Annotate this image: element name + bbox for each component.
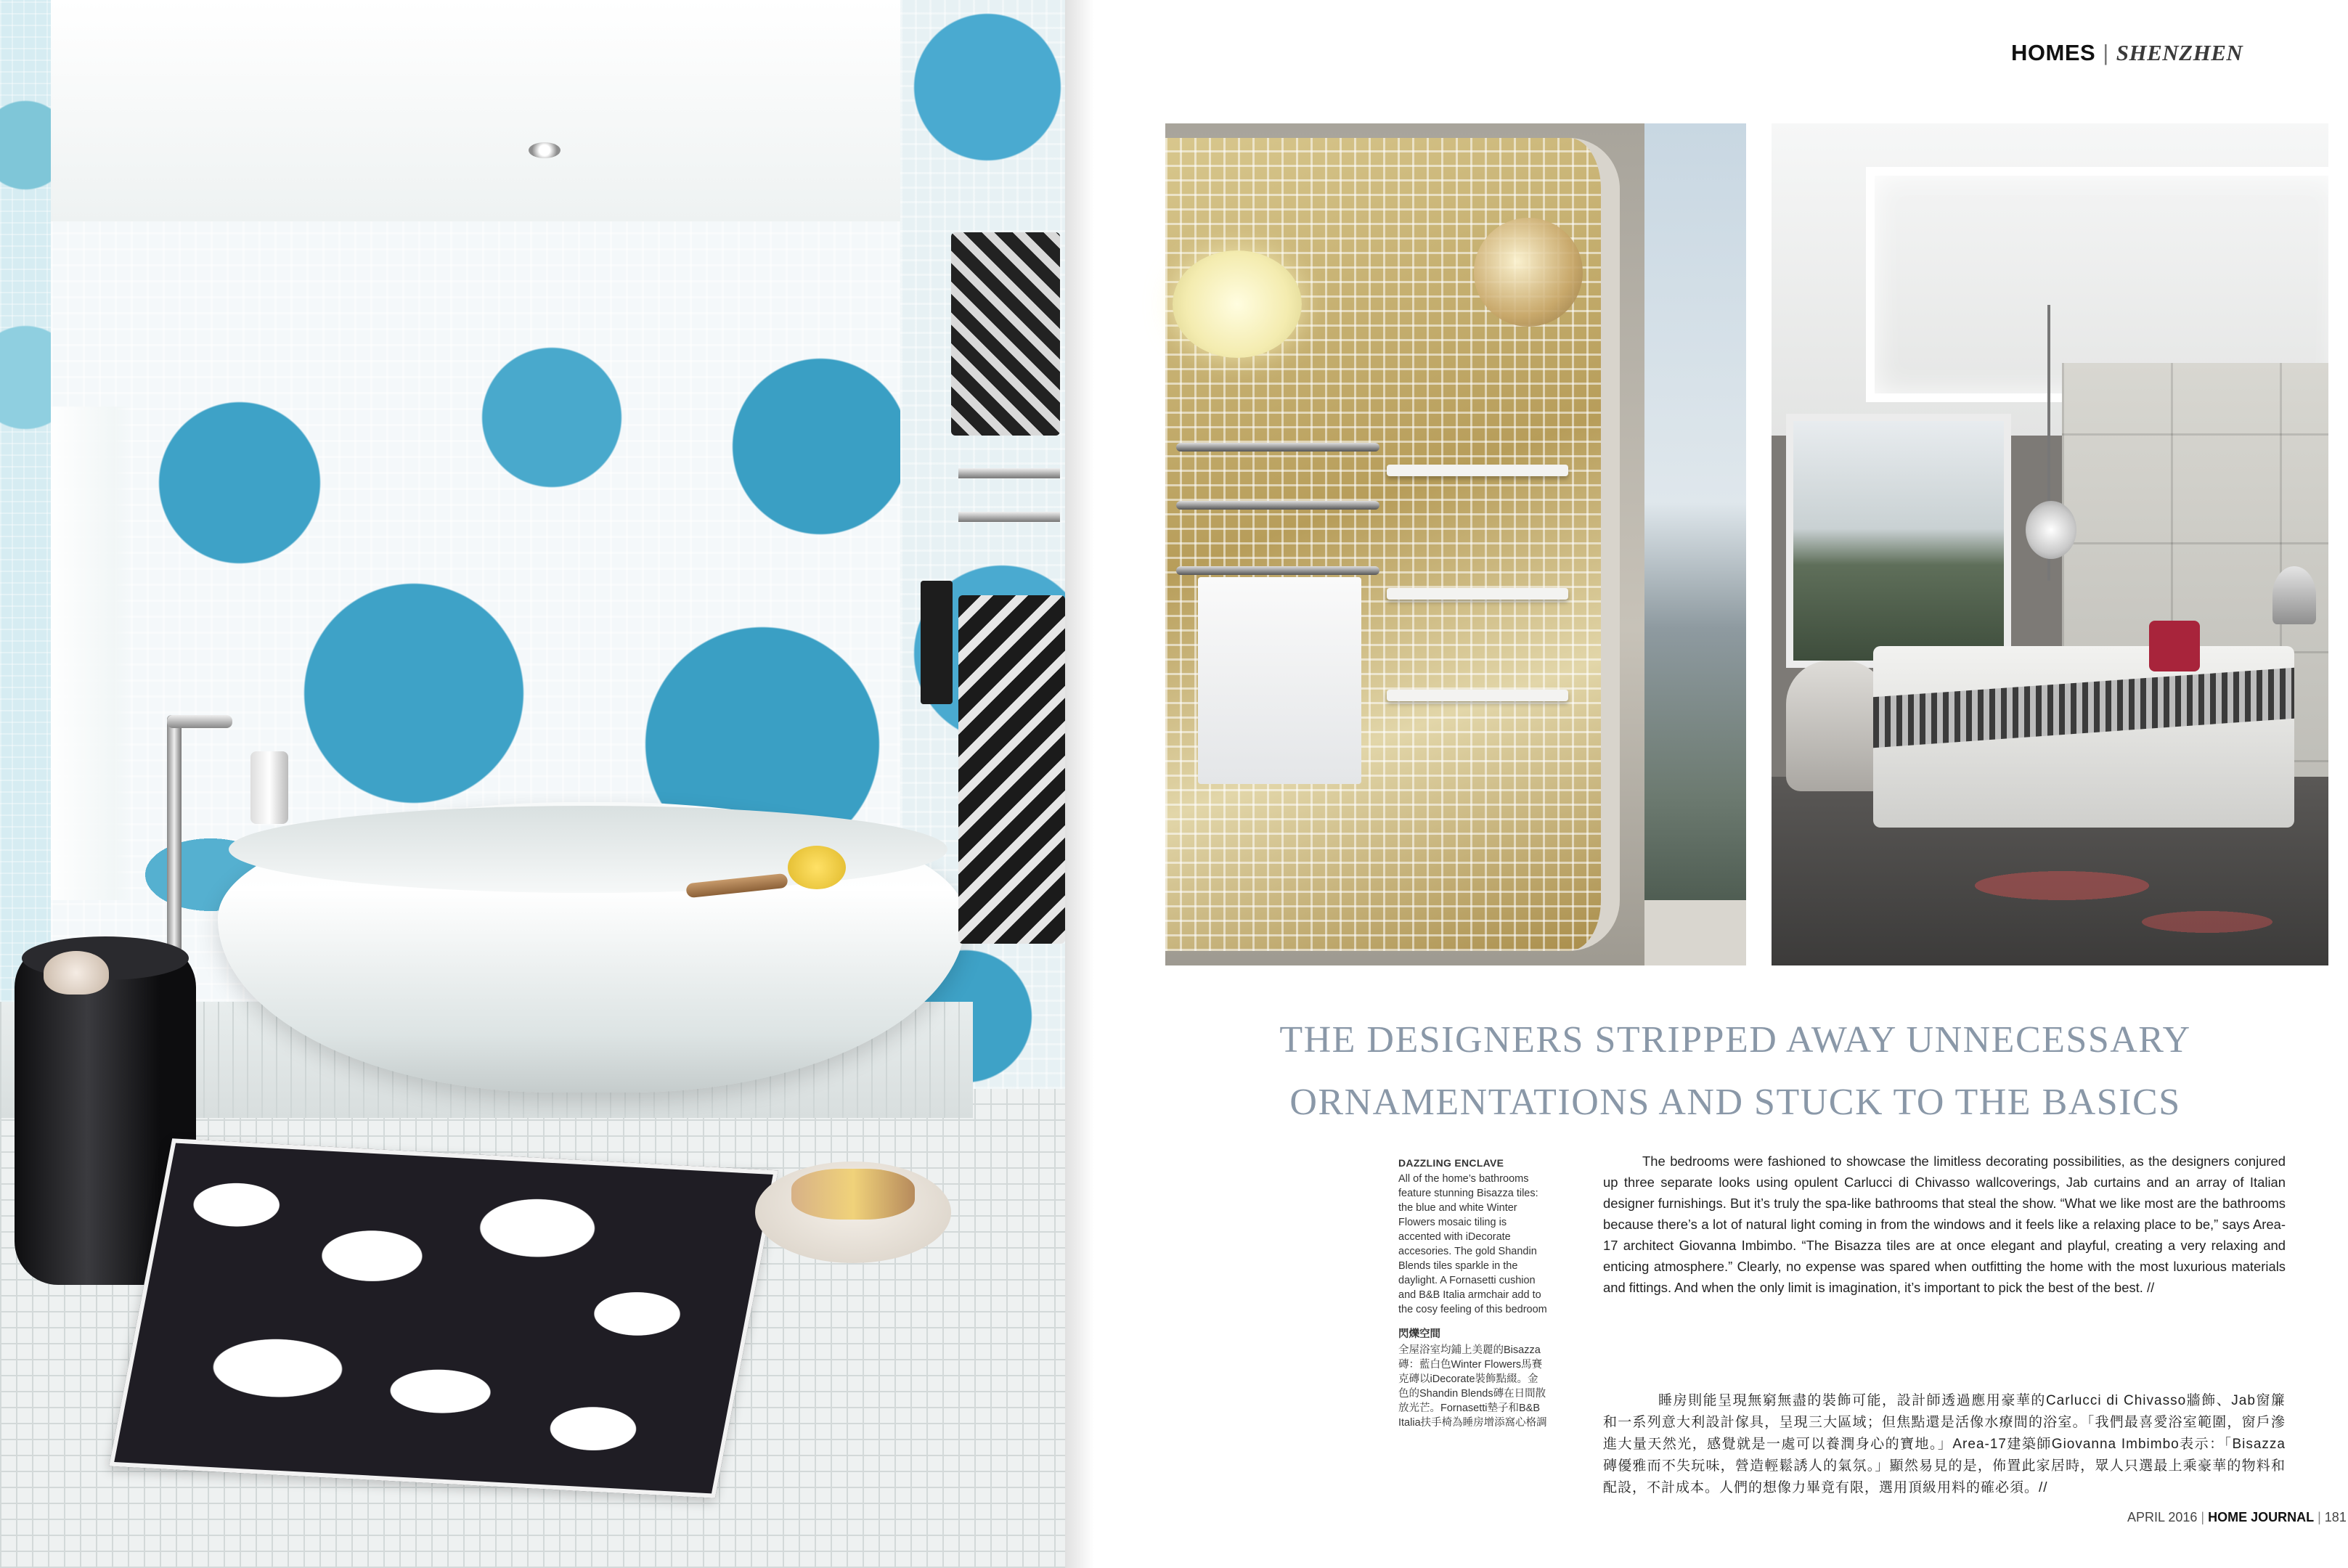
bedside-lamp [2272,566,2316,624]
pendant-globe [1474,218,1583,327]
running-head [2011,40,2243,66]
towel-lower [958,595,1065,944]
towel-rail [1176,566,1379,575]
bedroom-photo [1772,123,2328,965]
pull-quote [1191,1009,2280,1134]
towel-upper [951,232,1060,436]
towel-rail [1176,501,1379,510]
issue-date: APRIL 2016 [2127,1510,2198,1524]
towel-rail [1176,443,1379,452]
body-paragraph: The bedrooms were fashioned to showcase the limitless decorating possibilities, as the designers conjured up three separate looks using opulent Carlucci di Chivasso wallcoverings, Jab curtains and an array of Italian designer furnishings. But it’s truly the spa-like bathrooms that steal the show. “What we like most are the bathrooms because there’s a lot of natural light coming in from the windows and it feels like a relaxing place to be,” says Area-17 architect Giovanna Imbimbo. “The Bisazza tiles are at once elegant and playful, creating a very relaxing and enticing atmosphere.” Clearly, no expense was spared when outfitting the home with the most luxurious materials and fittings. And when the only limit is imagination, it’s important to pick the best of the best. // [1603,1153,2286,1295]
glass-shelf [1387,690,1568,701]
gold-bathroom-photo [1165,123,1746,965]
glass-shelf [1387,465,1568,476]
bowl-accessories [791,1169,915,1220]
armchair [1786,661,1888,791]
page-gutter [1065,0,1094,1568]
seashell [44,951,109,995]
city-view-window [1644,123,1746,965]
pendant-light [2026,501,2076,559]
wall-panel [921,581,953,704]
caption-title-chinese: 閃爍空間 [1398,1328,1440,1340]
folio-separator: | [2201,1510,2205,1524]
page-number: 181 [2324,1510,2347,1524]
faucet-spout [167,715,232,728]
city-name: SHENZHEN [2116,40,2243,65]
wall-lamp [1173,250,1302,358]
soap-bottle [250,751,288,824]
sponge [788,846,846,889]
body-text-chinese [1603,1390,2286,1499]
pull-quote-line: ORNAMENTATIONS AND STUCK TO THE BASICS [1289,1082,2181,1123]
section-name: HOMES [2011,40,2096,65]
bedroom-window [1786,414,2011,668]
photo-caption [1398,1156,1547,1430]
glass-shelf [1387,588,1568,600]
pull-quote-line: THE DESIGNERS STRIPPED AWAY UNNECESSARY [1279,1019,2191,1061]
caption-text: All of the home’s bathrooms feature stunning Bisazza tiles: the blue and white Winter Flowers mosaic tiling is accented with iDecorate accesories. The gold Shandin Blends tiles sparkle in the daylight. A Fornasetti cushion and B&B Italia armchair add to the cosy feeling of this bedroom [1398,1173,1547,1315]
ceiling [44,0,915,225]
window-glow [51,407,131,900]
caption-text-chinese: 全屋浴室均鋪上美麗的Bisazza磚：藍白色Winter Flowers馬賽克磚以iDecorate裝飾點綴。金色的Shandin Blends磚在日間散放光芒。Fornasetti墊子和B&B Italia扶手椅為睡房增添窩心格調 [1398,1344,1547,1429]
body-text-english [1603,1151,2286,1298]
red-cushion [2149,621,2200,671]
page-folio [2127,1510,2347,1525]
body-paragraph-chinese: 睡房則能呈現無窮無盡的裝飾可能，設計師透過應用豪華的Carlucci di Chivasso牆飾、Jab窗簾和一系列意大利設計傢具，呈現三大區域；但焦點還是活像水療間的浴室。「我們最喜愛浴室範圍，窗戶滲進大量天然光，感覺就是一處可以養潤身心的寶地。」Area-17建築師Giovanna Imbimbo表示：「Bisazza磚優雅而不失玩味，營造輕鬆誘人的氣氛。」顯然易見的是，佈置此家居時，眾人只選最上乘豪華的物料和配設，不計成本。人們的想像力畢竟有限，選用頂級用料的確必須。// [1603,1393,2286,1495]
white-towel [1198,577,1361,784]
magazine-name: HOME JOURNAL [2208,1510,2315,1524]
bathroom-photo [0,0,1065,1568]
caption-title: DAZZLING ENCLAVE [1398,1157,1504,1169]
downlight [529,142,560,158]
folio-separator: | [2318,1510,2321,1524]
header-separator: | [2103,40,2109,65]
window-sill [1644,900,1746,965]
towel-bar [958,512,1060,522]
towel-bar [958,468,1060,478]
bath-mat [109,1138,778,1498]
